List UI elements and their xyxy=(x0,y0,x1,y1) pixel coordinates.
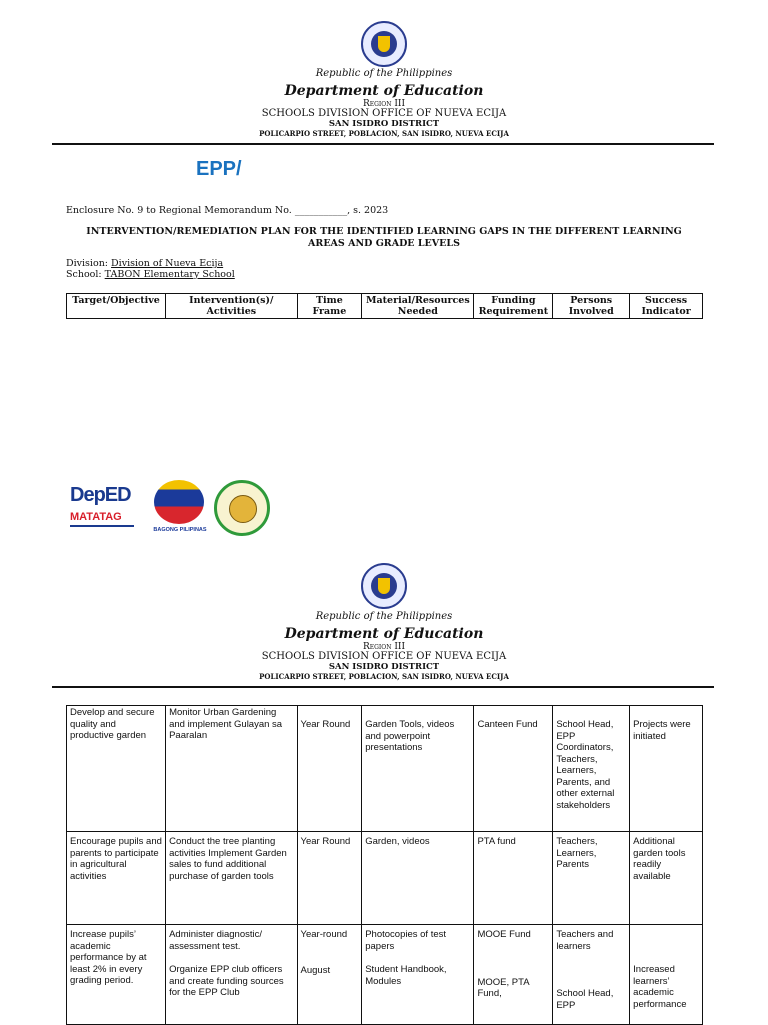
division-office-line: SCHOOLS DIVISION OFFICE OF NUEVA ECIJA xyxy=(261,108,507,119)
school-line xyxy=(66,269,235,280)
division-label: Division: xyxy=(66,258,112,269)
department-line-2: Department of Education xyxy=(284,626,484,642)
objective-cell: Increase pupils’ academic performance by at least 2% in every grading period. xyxy=(67,925,166,1025)
header-funding: Funding Requirement xyxy=(474,294,553,319)
intervention-cell xyxy=(166,925,297,1025)
address-line: POLICARPIO STREET, POBLACION, SAN ISIDRO, NUEVA ECIJA xyxy=(259,129,509,138)
region-line-2: Region III xyxy=(362,642,405,652)
header-interventions: Intervention(s)/ Activities xyxy=(166,294,297,319)
table-row xyxy=(67,925,703,1025)
time-cell xyxy=(297,925,362,1025)
table-row xyxy=(67,832,703,925)
matatag-logo-text: MATATAG xyxy=(70,511,122,523)
materials-cell: Garden Tools, videos and powerpoint presentations xyxy=(362,706,474,832)
bagong-pilipinas-emblem-icon xyxy=(154,480,204,524)
address-line-2: POLICARPIO STREET, POBLACION, SAN ISIDRO, NUEVA ECIJA xyxy=(259,672,509,681)
division-seal-icon xyxy=(214,480,270,536)
objective-cell: Encourage pupils and parents to participate in agricultural activities xyxy=(67,832,166,925)
plan-title-2: AREAS AND GRADE LEVELS xyxy=(308,238,460,249)
school-label: School: xyxy=(66,269,105,280)
matatag-underline xyxy=(70,525,134,527)
deped-logo-text: DepED xyxy=(70,484,131,506)
deped-matatag-logo xyxy=(70,484,138,540)
header-target-objective: Target/Objective xyxy=(67,294,166,319)
intervention-cell: Conduct the tree planting activities Implement Garden sales to fund additional purchase of garden tools xyxy=(166,832,297,925)
persons-cell: School Head, EPP Coordinators, Teachers, Learners, Parents, and other external stakeholders xyxy=(553,706,630,832)
header-rule-2 xyxy=(52,686,714,688)
deped-seal-icon-2 xyxy=(361,563,407,609)
funding-a: MOOE Fund xyxy=(477,929,531,940)
district-line-2: SAN ISIDRO DISTRICT xyxy=(328,662,440,672)
district-line: SAN ISIDRO DISTRICT xyxy=(328,119,440,129)
enclosure-line: Enclosure No. 9 to Regional Memorandum No. ___________, s. 2023 xyxy=(66,205,389,216)
plan-body-table xyxy=(66,705,703,1025)
time-cell: Year Round xyxy=(297,832,362,925)
intervention-cell: Monitor Urban Gardening and implement Gulayan sa Paaralan xyxy=(166,706,297,832)
persons-b: School Head, EPP xyxy=(556,988,614,1011)
materials-cell xyxy=(362,925,474,1025)
time-cell: Year Round xyxy=(297,706,362,832)
table-row xyxy=(67,706,703,832)
time-b: August xyxy=(300,964,331,976)
deped-seal-icon xyxy=(361,21,407,67)
materials-b: Student Handbook, Modules xyxy=(365,964,447,987)
subject-title: EPP/ xyxy=(196,158,242,180)
bagong-pilipinas-logo xyxy=(148,480,212,538)
header-rule xyxy=(52,143,714,145)
plan-header-table xyxy=(66,293,703,319)
division-value: Division of Nueva Ecija xyxy=(111,258,224,269)
objective-cell: Develop and secure quality and productive garden xyxy=(67,706,166,832)
persons-a: Teachers and learners xyxy=(556,929,614,952)
header-materials: Material/Resources Needed xyxy=(362,294,474,319)
indicator-cell: Projects were initiated xyxy=(630,706,703,832)
time-a: Year-round xyxy=(300,929,348,940)
intervention-a: Administer diagnostic/ assessment test. xyxy=(169,929,263,952)
header-time-frame: Time Frame xyxy=(297,294,362,319)
persons-cell: Teachers, Learners, Parents xyxy=(553,832,630,925)
department-line: Department of Education xyxy=(284,83,484,99)
intervention-b: Organize EPP club officers and create funding sources for the EPP Club xyxy=(169,964,284,998)
funding-cell: PTA fund xyxy=(474,832,553,925)
bagong-pilipinas-text: BAGONG PILIPINAS xyxy=(153,527,207,533)
plan-title-1: INTERVENTION/REMEDIATION PLAN FOR THE IDENTIFIED LEARNING GAPS IN THE DIFFERENT LEARNING xyxy=(86,226,682,237)
republic-line: Republic of the Philippines xyxy=(315,68,453,79)
funding-cell: Canteen Fund xyxy=(474,706,553,832)
funding-b: MOOE, PTA Fund, xyxy=(477,976,530,999)
materials-a: Photocopies of test papers xyxy=(365,929,447,952)
header-persons: Persons Involved xyxy=(553,294,630,319)
division-office-line-2: SCHOOLS DIVISION OFFICE OF NUEVA ECIJA xyxy=(261,651,507,662)
indicator-cell: Increased learners’ academic performance xyxy=(630,925,703,1025)
materials-cell: Garden, videos xyxy=(362,832,474,925)
indicator-cell: Additional garden tools readily available xyxy=(630,832,703,925)
funding-cell xyxy=(474,925,553,1025)
division-line xyxy=(66,258,223,269)
header-success-indicator: Success Indicator xyxy=(630,294,703,319)
republic-line-2: Republic of the Philippines xyxy=(315,611,453,622)
school-value: TABON Elementary School xyxy=(104,269,235,280)
persons-cell xyxy=(553,925,630,1025)
region-line: Region III xyxy=(362,99,405,109)
